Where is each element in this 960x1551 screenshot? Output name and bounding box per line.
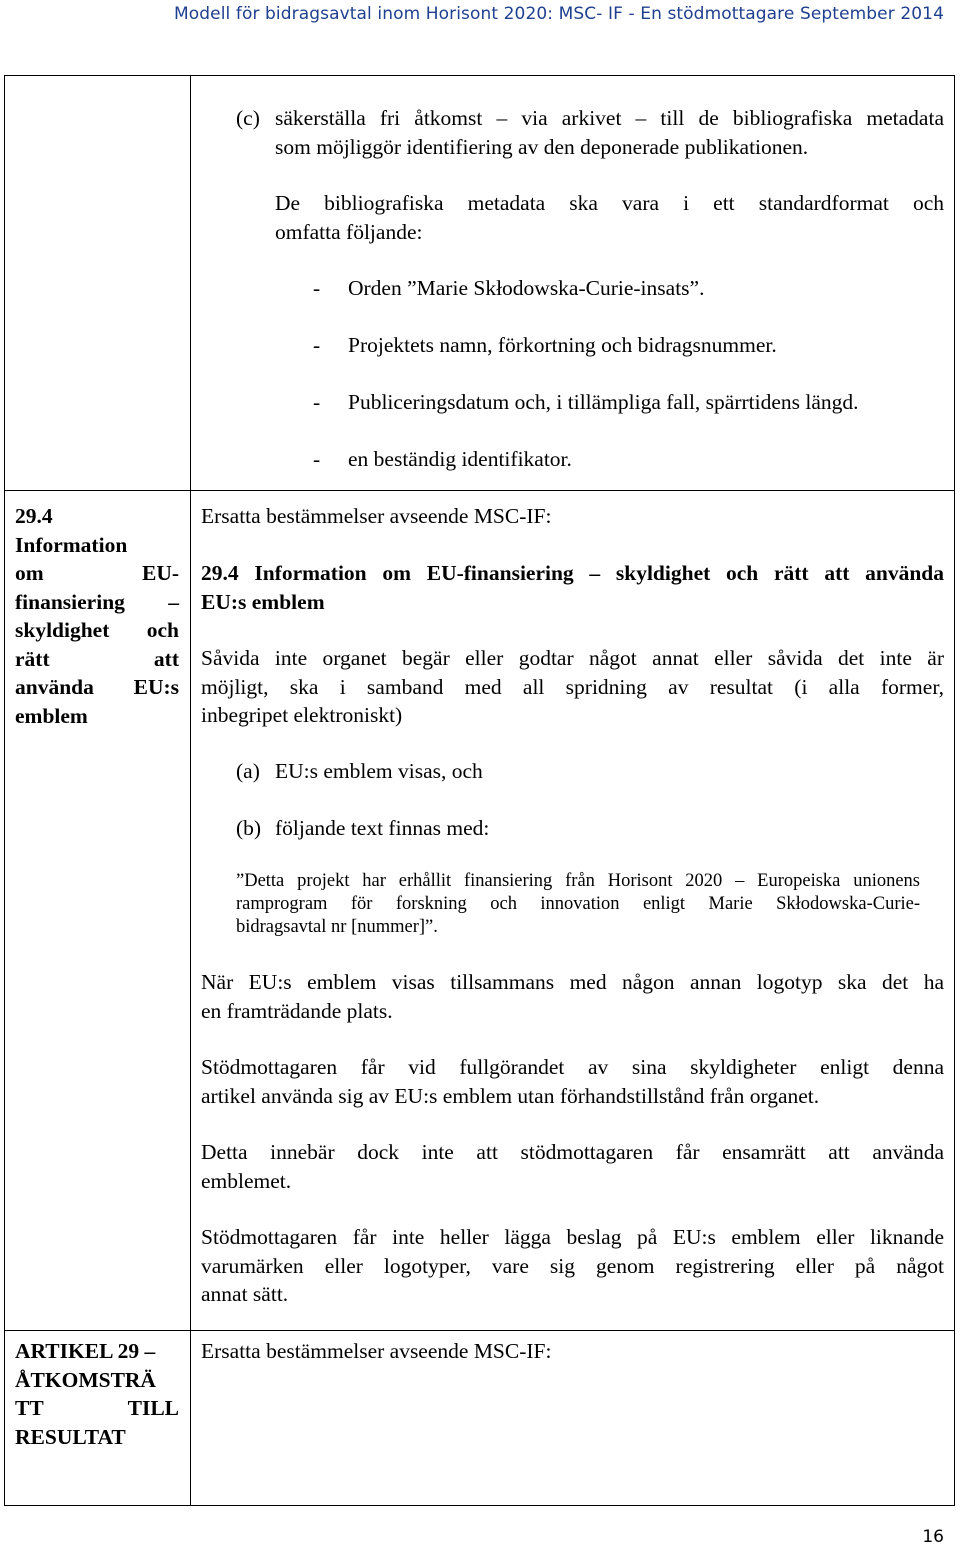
item-a-label: (a) [236,759,260,783]
item-a-text: EU:s emblem visas, och [275,759,483,783]
section-heading-line: 29.4 [15,504,53,528]
bullet-item: Orden ”Marie Skłodowska-Curie-insats”. [348,276,705,300]
item-b-label: (b) [236,816,262,840]
item-c-text-line1: säkerställa fri åtkomst – via arkivet – till de bibliografiska metadata [275,106,944,130]
article-heading-line: ÅTKOMSTRÄ [15,1368,156,1392]
section-heading-line: skyldighet och [15,618,179,642]
item-b-text: följande text finnas med: [275,816,490,840]
row-divider [5,1330,954,1331]
paragraph-line: varumärken eller logotyper, vare sig genom registrering eller på något [201,1254,944,1278]
article-heading-line: TT TILL [15,1396,179,1420]
page-number: 16 [922,1527,944,1547]
item-c-text-line2: som möjliggör identifiering av den deponerade publikationen. [275,135,809,159]
article-title-line1: 29.4 Information om EU-finansiering – skyldighet och rätt att använda [201,561,944,585]
quote-line: ramprogram för forskning och innovation enligt Marie Skłodowska-Curie- [236,894,920,914]
quote-line: bidragsavtal nr [nummer]”. [236,917,438,937]
bullet-item: Projektets namn, förkortning och bidragsnummer. [348,333,777,357]
paragraph-line: Stödmottagaren får vid fullgörandet av sina skyldigheter enligt denna [201,1055,944,1079]
article-heading-line: RESULTAT [15,1425,126,1449]
paragraph-line: annat sätt. [201,1282,289,1306]
section-heading-line: rätt att [15,647,179,671]
document-header-title: Modell för bidragsavtal inom Horisont 2020: MSC- IF - En stödmottagare September 2014 [173,4,944,24]
section-heading-line: Information [15,533,128,557]
paragraph-line: Såvida inte organet begär eller godtar något annat eller såvida det inte är [201,646,944,670]
metadata-paragraph-line2: omfatta följande: [275,220,423,244]
bullet-dash: - [313,447,321,471]
paragraph-line: Stödmottagaren får inte heller lägga beslag på EU:s emblem eller liknande [201,1225,944,1249]
paragraph-line: en framträdande plats. [201,999,393,1023]
bullet-item: en beständig identifikator. [348,447,572,471]
paragraph-line: artikel använda sig av EU:s emblem utan förhandstillstånd från organet. [201,1084,820,1108]
bullet-dash: - [313,333,321,357]
bullet-dash: - [313,390,321,414]
paragraph-line: När EU:s emblem visas tillsammans med någon annan logotyp ska det ha [201,970,944,994]
section-heading-line: använda EU:s [15,675,179,699]
section-heading-line: finansiering – [15,590,179,614]
section-heading-line: emblem [15,704,88,728]
article-heading-line: ARTIKEL 29 – [15,1339,156,1363]
paragraph-line: Detta innebär dock inte att stödmottagaren får ensamrätt att använda [201,1140,944,1164]
row-divider [5,490,954,491]
paragraph-line: inbegripet elektroniskt) [201,703,403,727]
replacement-label: Ersatta bestämmelser avseende MSC-IF: [201,1339,552,1363]
replacement-label: Ersatta bestämmelser avseende MSC-IF: [201,504,552,528]
paragraph-line: emblemet. [201,1169,292,1193]
article-title-line2: EU:s emblem [201,590,325,614]
quote-line: ”Detta projekt har erhållit finansiering från Horisont 2020 – Europeiska unionens [236,871,920,891]
metadata-paragraph-line1: De bibliografiska metadata ska vara i ett standardformat och [275,191,944,215]
item-c-label: (c) [236,106,260,130]
bullet-dash: - [313,276,321,300]
column-divider [190,76,191,1505]
paragraph-line: möjligt, ska i samband med all spridning av resultat (i alla former, [201,675,944,699]
section-heading-line: om EU- [15,561,179,585]
bullet-item: Publiceringsdatum och, i tillämpliga fall, spärrtidens längd. [348,390,859,414]
